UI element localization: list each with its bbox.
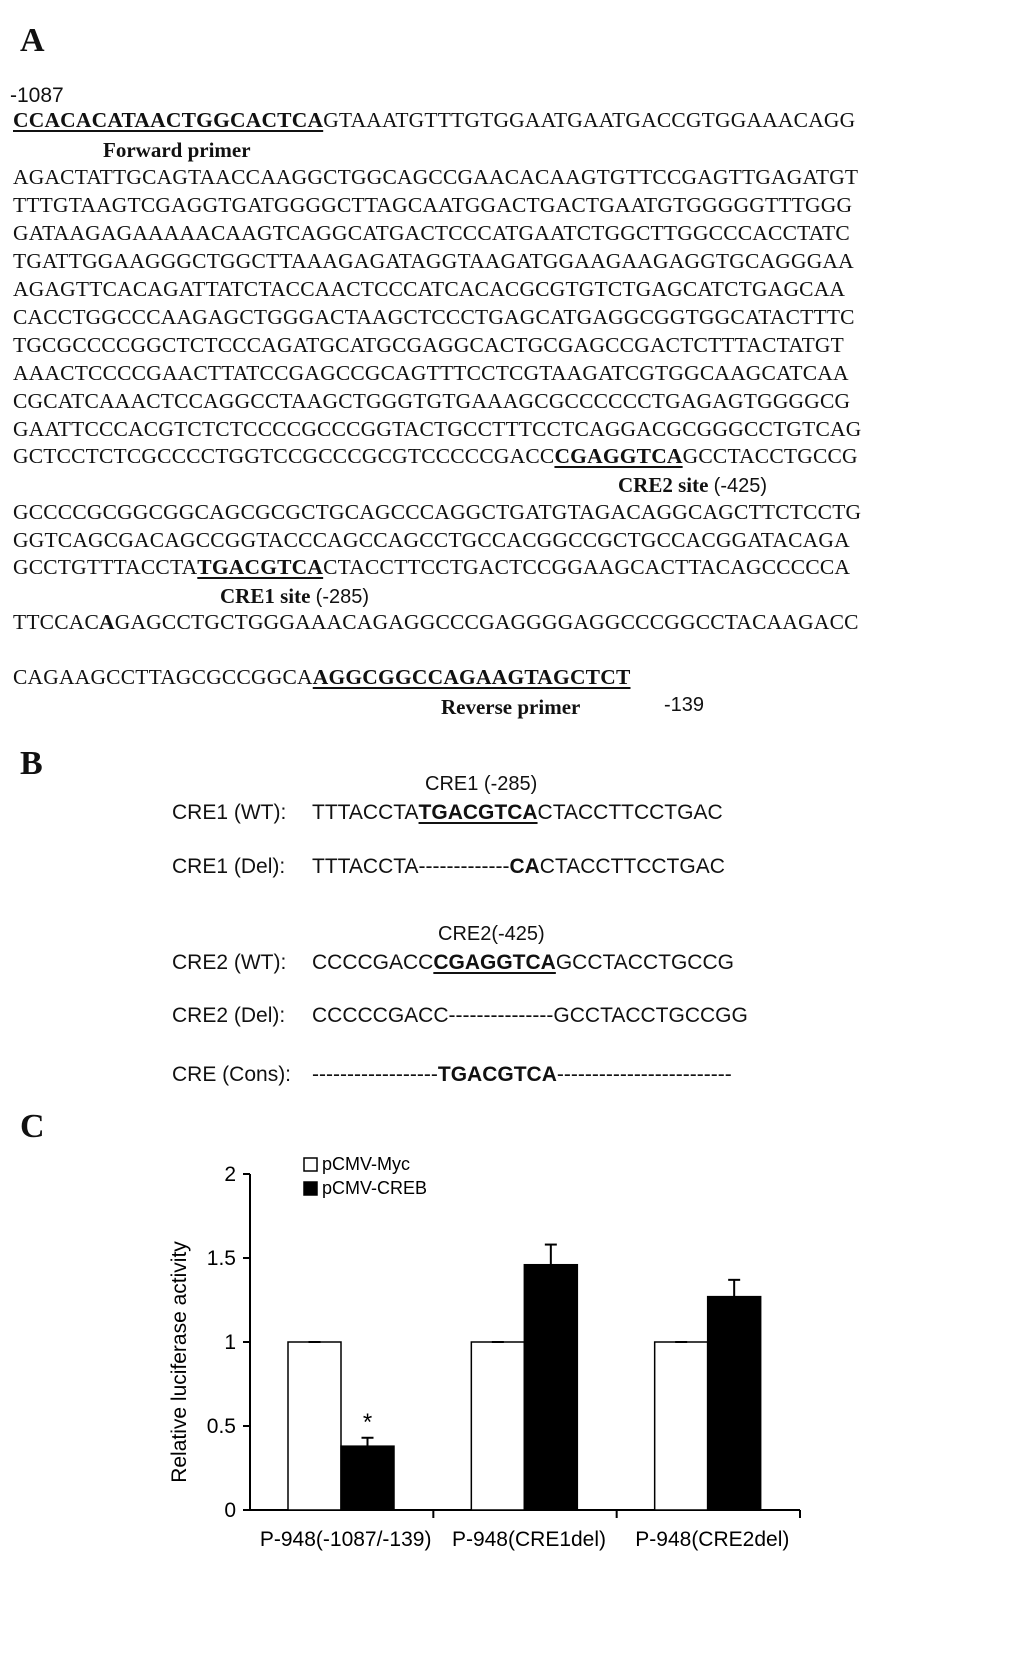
cre1-heading-pos: (-285) xyxy=(483,773,538,795)
bar xyxy=(288,1342,341,1510)
sequence-line: AGAGTTCACAGATTATCTACCAACTCCCATCACACGCGTGTCTGAGCATCTGAGCAA xyxy=(13,277,846,301)
sequence-text: ------------------------- xyxy=(556,1063,732,1086)
row-name: CRE (Cons): xyxy=(172,1063,292,1086)
sequence-text: GCCTACCTGCCG xyxy=(682,444,858,468)
bar xyxy=(471,1342,524,1510)
bar xyxy=(524,1265,577,1510)
sequence-line: TTTGTAAGTCGAGGTGATGGGGCTTAGCAATGGACTGACTGAATGTGGGGGTTTGGG xyxy=(13,193,853,217)
cre1-heading-text: CRE1 xyxy=(425,773,479,795)
sequence-text: CTACCTTCCTGAC xyxy=(537,801,723,824)
y-tick-label: 0.5 xyxy=(206,1415,236,1438)
tss-base: A xyxy=(99,610,115,634)
sequence-line: CACCTGGCCCAAGAGCTGGGACTAAGCTCCCTGAGCATGAGGCGGTGGCATACTTTC xyxy=(13,305,855,329)
cre2-label-text: CRE2 site xyxy=(618,473,709,497)
sequence-text: GTAAATGTTTGTGGAATGAATGACCGTGGAAACAGG xyxy=(323,108,856,132)
forward-primer-seq: CCACACATAACTGGCACTCA xyxy=(13,108,324,132)
cre2-site-seq: CGAGGTCA xyxy=(554,444,683,468)
panel-b-letter: B xyxy=(20,745,43,782)
x-category-label: P-948(CRE1del) xyxy=(451,1528,607,1551)
sequence-text: GAGCCTGCTGGGAAACAGAGGCCCGAGGGGAGGCCCGGCCTACAAGACC xyxy=(114,610,859,634)
consensus-bases: TGACGTCA xyxy=(437,1063,557,1086)
sequence-text: TTTACCTA xyxy=(312,801,419,824)
sequence-line: GAATTCCCACGTCTCTCCCCGCCCGGTACTGCCTTTCCTCAGGACGCGGGCCTGTCAG xyxy=(13,417,862,441)
cre1-site-label xyxy=(220,584,369,609)
tss-sequence-line xyxy=(13,612,859,634)
sequence-text: CCCCGACC xyxy=(312,951,434,974)
cre2-position: (-425) xyxy=(713,475,768,497)
sequence-line: AAACTCCCCGAACTTATCCGAGCCGCAGTTTCCTCGTAAGATCGTGGCAAGCATCAA xyxy=(13,361,849,385)
legend-swatch xyxy=(304,1158,317,1171)
y-tick-label: 2 xyxy=(224,1163,236,1186)
cre1-position: (-285) xyxy=(315,586,370,608)
legend-label: pCMV-CREB xyxy=(322,1178,428,1198)
legend-swatch xyxy=(304,1182,317,1195)
luciferase-bar-chart xyxy=(0,1146,1033,1666)
y-axis-label: Relative luciferase activity xyxy=(168,1241,191,1483)
sequence-text: ------------------ xyxy=(312,1063,438,1086)
cre1-del-row xyxy=(172,855,725,879)
y-tick-label: 1 xyxy=(224,1331,236,1354)
x-category-label: P-948(CRE2del) xyxy=(635,1528,790,1551)
cre1-site-seq: TGACGTCA xyxy=(418,801,538,824)
cre-cons-row xyxy=(172,1063,732,1087)
cre2-site-seq: CGAGGTCA xyxy=(433,951,556,974)
cre1-sequence-line xyxy=(13,557,850,579)
cre2-heading-pos: (-425) xyxy=(491,923,545,945)
row-name: CRE1 (WT): xyxy=(172,801,287,824)
row-name: CRE2 (Del): xyxy=(172,1004,286,1027)
sequence-text: GCCTACCTGCCG xyxy=(555,951,734,974)
bar xyxy=(341,1446,394,1510)
reverse-primer-seq: AGGCGGCCAGAAGTAGCTCT xyxy=(312,665,631,689)
cre2-sequence-line xyxy=(13,446,858,468)
sequence-line: CGCATCAAACTCCAGGCCTAAGCTGGGTGTGAAAGCGCCCCCCTGAGAGTGGGGCG xyxy=(13,389,851,413)
cre1-site-seq: TGACGTCA xyxy=(197,555,324,579)
sequence-text: TTTACCTA------------- xyxy=(312,855,510,878)
sequence-text: CTACCTTCCTGAC xyxy=(539,855,725,878)
cre2-heading-text: CRE2 xyxy=(438,923,492,945)
sequence-text: CAGAAGCCTTAGCGCCGGCA xyxy=(13,665,313,689)
reverse-primer-label: Reverse primer xyxy=(441,695,581,719)
cre1-wt-row xyxy=(172,801,723,825)
sequence-line: GATAAGAGAAAAACAAGTCAGGCATGACTCCCATGAATCTGGCTTGGCCCACCTATC xyxy=(13,221,850,245)
sequence-text: CCCCCGACC---------------GCCTACCTGCCGG xyxy=(312,1004,748,1027)
sequence-text: GCTCCTCTCGCCCCTGGTCCGCCCGCGTCCCCCGACC xyxy=(13,444,555,468)
row-name: CRE2 (WT): xyxy=(172,951,287,974)
legend-label: pCMV-Myc xyxy=(322,1154,411,1174)
sequence-text: CTACCTTCCTGACTCCGGAAGCACTTACAGCCCCCA xyxy=(323,555,851,579)
sequence-line-1 xyxy=(13,110,855,132)
sequence-line: GGTCAGCGACAGCCGGTACCCAGCCAGCCTGCCACGGCCGCTGCCACGGATACAGA xyxy=(13,528,850,552)
row-name: CRE1 (Del): xyxy=(172,855,286,878)
cre2-site-label xyxy=(618,473,767,498)
bold-bases: CA xyxy=(509,855,540,878)
sequence-text: GCCTGTTTACCTA xyxy=(13,555,198,579)
cre2-heading xyxy=(438,923,545,946)
sequence-line: TGATTGGAAGGGCTGGCTTAAAGAGATAGGTAAGATGGAAGAAGAGGTGCAGGGAA xyxy=(13,249,854,273)
sequence-line: GCCCCGCGGCGGCAGCGCGCTGCAGCCCAGGCTGATGTAGACAGGCAGCTTCTCCTG xyxy=(13,500,862,524)
sequence-line: AGACTATTGCAGTAACCAAGGCTGGCAGCCGAACACAAGTGTTCCGAGTTGAGATGT xyxy=(13,165,859,189)
end-position: -139 xyxy=(664,694,705,716)
bar xyxy=(655,1342,708,1510)
cre1-label-text: CRE1 site xyxy=(220,584,311,608)
cre1-heading xyxy=(425,773,537,796)
forward-primer-label: Forward primer xyxy=(103,138,251,162)
cre2-wt-row xyxy=(172,951,734,975)
bar xyxy=(708,1297,761,1510)
y-tick-label: 1.5 xyxy=(206,1247,236,1270)
significance-marker: * xyxy=(362,1408,373,1436)
panel-a-letter: A xyxy=(20,22,45,59)
sequence-line: TGCGCCCCGGCTCTCCCAGATGCATGCGAGGCACTGCGAGCCGACTCTTTACTATGT xyxy=(13,333,844,357)
last-sequence-line xyxy=(13,667,631,689)
cre2-del-row xyxy=(172,1004,748,1028)
start-position: -1087 xyxy=(10,84,64,107)
sequence-text: TTCCAC xyxy=(13,610,100,634)
panel-c-letter: C xyxy=(20,1108,45,1145)
y-tick-label: 0 xyxy=(224,1499,236,1522)
x-category-label: P-948(-1087/-139) xyxy=(259,1528,432,1551)
